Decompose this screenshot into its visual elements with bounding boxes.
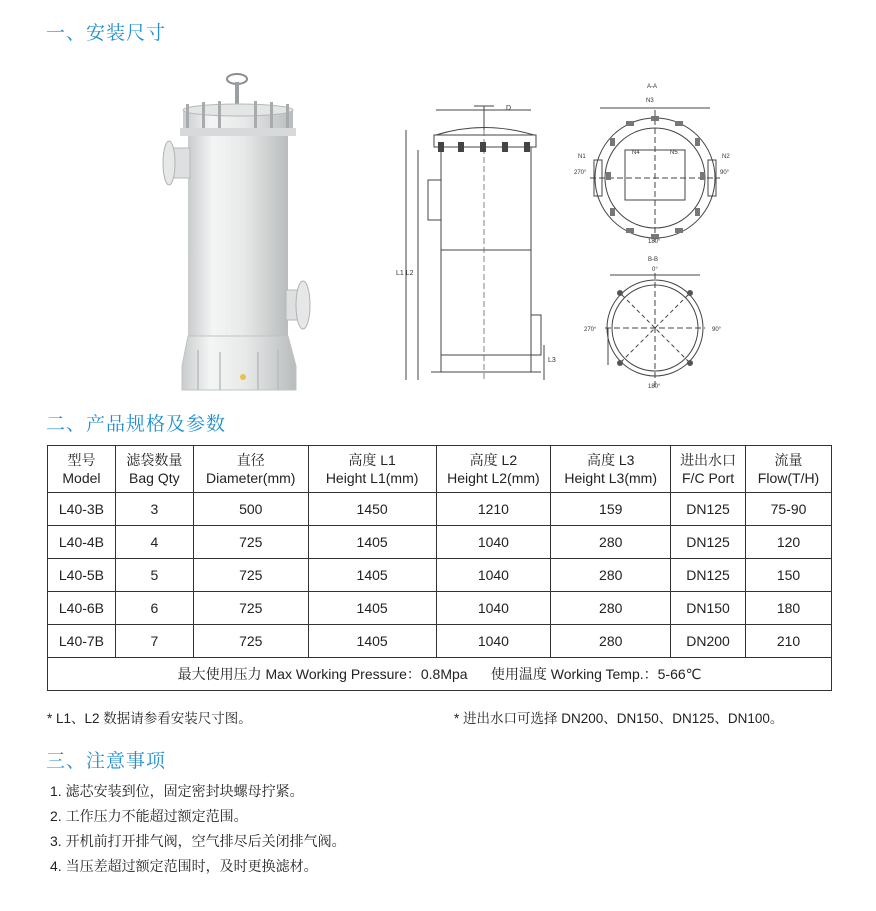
cell-height-l1: 1405 bbox=[308, 526, 436, 559]
header-cn: 进出水口 bbox=[680, 452, 737, 468]
side-elevation-drawing bbox=[396, 100, 566, 385]
label-aa-270: 270° bbox=[574, 170, 587, 176]
header-en: F/C Port bbox=[682, 470, 735, 486]
table-row bbox=[48, 625, 832, 658]
list-item: 1. 滤芯安装到位，固定密封块螺母拧紧。 bbox=[50, 783, 304, 799]
cell-height-l3: 280 bbox=[551, 559, 671, 592]
header-diameter bbox=[193, 446, 308, 493]
cell-bag-qty: 3 bbox=[115, 493, 193, 526]
table-row bbox=[48, 559, 832, 592]
label-n4: N4 bbox=[632, 150, 640, 156]
cell-model: L40-6B bbox=[48, 592, 116, 625]
cell-port: DN125 bbox=[671, 493, 746, 526]
header-height-l1 bbox=[308, 446, 436, 493]
spec-table bbox=[47, 445, 832, 691]
label-n3: N3 bbox=[646, 98, 654, 104]
cell-bag-qty: 5 bbox=[115, 559, 193, 592]
label-n2: N2 bbox=[722, 154, 730, 160]
cell-height-l3: 159 bbox=[551, 493, 671, 526]
header-cn: 高度 L1 bbox=[348, 452, 396, 468]
label-bb: B-B bbox=[648, 257, 659, 263]
header-flow bbox=[746, 446, 832, 493]
header-en: Flow(T/H) bbox=[757, 470, 820, 486]
label-l3: L3 bbox=[548, 357, 556, 364]
cell-port: DN150 bbox=[671, 592, 746, 625]
cell-port: DN200 bbox=[671, 625, 746, 658]
cell-model: L40-4B bbox=[48, 526, 116, 559]
header-cn: 高度 L2 bbox=[469, 452, 518, 468]
list-item: 2. 工作压力不能超过额定范围。 bbox=[50, 808, 248, 824]
cell-flow: 120 bbox=[746, 526, 832, 559]
cell-height-l2: 1040 bbox=[436, 559, 551, 592]
label-aa-90: 90° bbox=[720, 170, 730, 176]
header-en: Height L2(mm) bbox=[447, 470, 540, 486]
cell-model: L40-7B bbox=[48, 625, 116, 658]
label-aa-180: 180° bbox=[648, 239, 661, 245]
label-n1: N1 bbox=[578, 154, 586, 160]
header-cn: 流量 bbox=[774, 452, 803, 468]
header-height-l3 bbox=[551, 446, 671, 493]
label-bb-90: 90° bbox=[712, 327, 722, 333]
cell-diameter: 725 bbox=[193, 526, 308, 559]
footnote-port-options: * 进出水口可选择 DN200、DN150、DN125、DN100。 bbox=[454, 711, 784, 726]
footnote-l1-l2: * L1、L2 数据请参看安装尺寸图。 bbox=[47, 711, 252, 726]
header-cn: 直径 bbox=[236, 452, 265, 468]
label-l1l2: L1 L2 bbox=[396, 270, 414, 277]
label-bb-180: 180° bbox=[648, 384, 661, 390]
cell-height-l3: 280 bbox=[551, 526, 671, 559]
cell-flow: 180 bbox=[746, 592, 832, 625]
header-bag-qty bbox=[115, 446, 193, 493]
header-en: Model bbox=[62, 470, 101, 486]
cell-port: DN125 bbox=[671, 526, 746, 559]
list-item: 3. 开机前打开排气阀，空气排尽后关闭排气阀。 bbox=[50, 833, 346, 849]
section-title-spec: 二、产品规格及参数 bbox=[46, 414, 227, 435]
cell-bag-qty: 7 bbox=[115, 625, 193, 658]
table-row bbox=[48, 526, 832, 559]
cell-height-l3: 280 bbox=[551, 592, 671, 625]
cell-height-l2: 1210 bbox=[436, 493, 551, 526]
cell-height-l2: 1040 bbox=[436, 592, 551, 625]
label-n5: N5 bbox=[670, 150, 678, 156]
cell-bag-qty: 6 bbox=[115, 592, 193, 625]
cell-diameter: 725 bbox=[193, 592, 308, 625]
cell-port: DN125 bbox=[671, 559, 746, 592]
header-model bbox=[48, 446, 116, 493]
cell-bag-qty: 4 bbox=[115, 526, 193, 559]
cell-height-l1: 1405 bbox=[308, 592, 436, 625]
header-height-l2 bbox=[436, 446, 551, 493]
label-bb-0: 0° bbox=[652, 267, 658, 273]
table-header-row bbox=[48, 446, 832, 493]
label-aa: A-A bbox=[647, 84, 658, 90]
cell-height-l1: 1405 bbox=[308, 559, 436, 592]
cell-diameter: 500 bbox=[193, 493, 308, 526]
table-note-row bbox=[48, 658, 832, 691]
cell-diameter: 725 bbox=[193, 559, 308, 592]
cell-model: L40-5B bbox=[48, 559, 116, 592]
header-en: Height L3(mm) bbox=[564, 470, 657, 486]
cell-flow: 150 bbox=[746, 559, 832, 592]
header-cn: 高度 L3 bbox=[586, 452, 635, 468]
section-bb-drawing bbox=[580, 255, 725, 390]
table-row bbox=[48, 592, 832, 625]
list-item: 4. 当压差超过额定范围时，及时更换滤材。 bbox=[50, 858, 318, 874]
section-aa-drawing bbox=[570, 80, 735, 245]
header-en: Diameter(mm) bbox=[206, 470, 296, 486]
cell-height-l3: 280 bbox=[551, 625, 671, 658]
section-title-notes: 三、注意事项 bbox=[46, 751, 167, 772]
section-title-install: 一、安装尺寸 bbox=[46, 23, 167, 44]
cell-height-l1: 1450 bbox=[308, 493, 436, 526]
header-port bbox=[671, 446, 746, 493]
pressure-temp-note: 最大使用压力 Max Working Pressure：0.8Mpa 使用温度 Working Temp.：5-66℃ bbox=[48, 658, 832, 691]
notes-list bbox=[50, 779, 346, 879]
header-cn: 型号 bbox=[67, 452, 96, 468]
product-photo bbox=[150, 70, 320, 395]
header-en: Height L1(mm) bbox=[325, 470, 419, 486]
cell-flow: 75-90 bbox=[746, 493, 832, 526]
header-en: Bag Qty bbox=[129, 470, 180, 486]
cell-height-l2: 1040 bbox=[436, 625, 551, 658]
cell-flow: 210 bbox=[746, 625, 832, 658]
cell-diameter: 725 bbox=[193, 625, 308, 658]
cell-height-l2: 1040 bbox=[436, 526, 551, 559]
label-d: D bbox=[506, 105, 512, 112]
cell-height-l1: 1405 bbox=[308, 625, 436, 658]
table-row bbox=[48, 493, 832, 526]
cell-model: L40-3B bbox=[48, 493, 116, 526]
header-cn: 滤袋数量 bbox=[126, 452, 183, 468]
label-bb-270: 270° bbox=[584, 327, 597, 333]
